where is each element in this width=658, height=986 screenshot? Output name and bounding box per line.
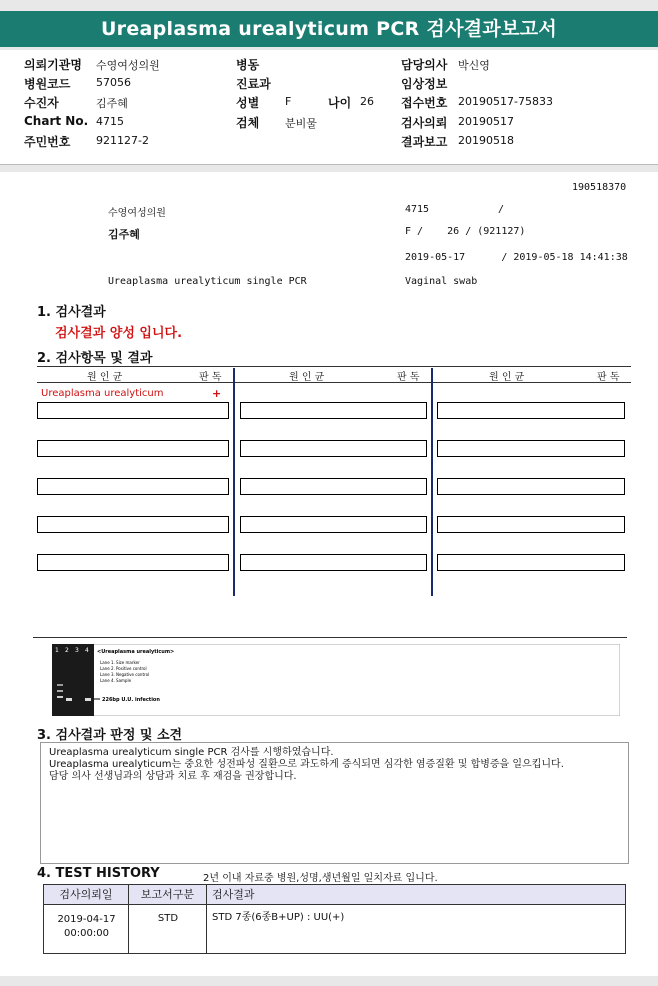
result-box — [37, 478, 229, 495]
divider — [33, 637, 627, 638]
history-row — [44, 913, 129, 941]
result-box — [240, 402, 427, 419]
rrn-label: 주민번호 — [24, 135, 71, 149]
section-opinion-title: 3. 검사결과 판정 및 소견 — [37, 728, 183, 743]
gel-figure — [52, 644, 620, 716]
doctor-value: 박신영 — [458, 59, 490, 72]
doctor-label: 담당의사 — [401, 58, 448, 72]
history-type: STD — [157, 913, 179, 924]
report-chart-slash: / — [498, 204, 505, 215]
result-box — [437, 478, 625, 495]
patient-label: 수진자 — [24, 96, 59, 110]
result-box — [240, 516, 427, 533]
dept-label: 진료과 — [236, 77, 271, 91]
specimen-label: 검체 — [236, 116, 260, 130]
request-label: 검사의뢰 — [401, 116, 448, 130]
report-date-label: 결과보고 — [401, 135, 448, 149]
opinion-box — [40, 742, 629, 864]
col-cause-2: 원 인 균 — [289, 372, 325, 383]
report-sex-age: F / 26 / (921127) — [405, 226, 526, 237]
gel-legend-1: Lane 1. Size marker — [100, 660, 140, 665]
gel-title: <Ureaplasma urealyticum> — [97, 649, 175, 655]
gel-photo — [52, 644, 94, 716]
col-judge-2: 판 독 — [397, 372, 420, 383]
gel-band-label: 226bp U.U. infection — [102, 697, 160, 703]
result-positive: 검사결과 양성 입니다. — [55, 326, 183, 341]
ward-label: 병동 — [236, 58, 260, 72]
hospital-code-value: 57056 — [96, 76, 131, 89]
result-box — [37, 402, 229, 419]
history-header-date: 검사의뢰일 — [44, 885, 129, 905]
receipt-value: 20190517-75833 — [458, 95, 553, 108]
request-value: 20190517 — [458, 115, 514, 128]
result-box — [37, 516, 229, 533]
report-body — [0, 172, 658, 976]
history-header-result: 검사결과 — [207, 885, 625, 905]
gel-lane-1: 1 — [55, 647, 59, 654]
report-date-value: 20190518 — [458, 134, 514, 147]
organism-result: + — [212, 387, 222, 400]
column-divider — [431, 368, 433, 596]
report-patient: 김주혜 — [108, 228, 140, 241]
history-date: 2019-04-17 — [57, 914, 116, 925]
opinion-line: Ureaplasma urealyticum single PCR 검사를 시행하였습니다. — [49, 747, 334, 758]
gel-legend-3: Lane 3. Negative control — [100, 672, 150, 677]
report-number: 190518370 — [572, 182, 627, 193]
organism-name: Ureaplasma urealyticum — [41, 388, 164, 399]
result-box — [437, 440, 625, 457]
gel-lane-4: 4 — [85, 647, 89, 654]
section-history-title: 4. TEST HISTORY — [37, 866, 160, 881]
section-result-title: 1. 검사결과 — [37, 305, 106, 320]
header-info — [0, 50, 658, 165]
col-cause-1: 원 인 균 — [87, 372, 123, 383]
institution-label: 의뢰기관명 — [24, 58, 82, 72]
sex-value: F — [285, 95, 292, 108]
result-box — [37, 554, 229, 571]
history-time: 00:00:00 — [64, 928, 109, 939]
gel-legend-4: Lane 4. Sample — [100, 678, 132, 683]
history-header-type: 보고서구분 — [129, 885, 207, 905]
result-box — [240, 440, 427, 457]
age-label: 나이 — [328, 96, 352, 110]
opinion-line: 담당 의사 선생님과의 상담과 치료 후 재검을 권장합니다. — [49, 771, 297, 782]
institution-value: 수영여성의원 — [96, 59, 160, 72]
receipt-label: 접수번호 — [401, 96, 448, 110]
gel-image — [52, 644, 620, 716]
gel-lane-3: 3 — [75, 647, 79, 654]
chart-no-value: 4715 — [96, 115, 124, 128]
chart-no-label: Chart No. — [24, 114, 89, 128]
specimen-value: 분비물 — [285, 117, 317, 130]
report-institution: 수영여성의원 — [108, 208, 166, 219]
result-box — [437, 554, 625, 571]
column-divider — [233, 368, 235, 596]
history-table — [43, 884, 626, 954]
gel-lane-2: 2 — [65, 647, 69, 654]
result-box — [240, 554, 427, 571]
section-items-title: 2. 검사항목 및 결과 — [37, 351, 153, 366]
col-judge-3: 판 독 — [597, 372, 620, 383]
result-box — [437, 402, 625, 419]
gel-legend-2: Lane 2. Positive control — [100, 666, 147, 671]
clinical-label: 임상정보 — [401, 77, 448, 91]
results-table-header — [37, 366, 631, 383]
patient-value: 김주혜 — [96, 97, 128, 110]
report-title: Ureaplasma urealyticum PCR 검사결과보고서 — [0, 11, 658, 47]
history-result: STD 7종(6종B+UP) : UU(+) — [212, 912, 345, 923]
report-chart: 4715 — [405, 204, 430, 215]
history-note: 2년 이내 자료중 병원,성명,생년월일 일치자료 입니다. — [203, 873, 438, 884]
report-specimen: Vaginal swab — [405, 276, 478, 287]
result-box — [37, 440, 229, 457]
report-dates: 2019-05-17 / 2019-05-18 14:41:38 — [405, 252, 628, 263]
col-judge-1: 판 독 — [199, 372, 222, 383]
opinion-line: Ureaplasma urealyticum는 중요한 성전파성 질환으로 과도하게 증식되면 심각한 염증질환 및 합병증을 일으킵니다. — [49, 759, 564, 770]
rrn-value: 921127-2 — [96, 134, 149, 147]
sex-label: 성별 — [236, 96, 260, 110]
hospital-code-label: 병원코드 — [24, 77, 71, 91]
result-box — [437, 516, 625, 533]
age-value: 26 — [360, 95, 374, 108]
result-box — [240, 478, 427, 495]
report-test-name: Ureaplasma urealyticum single PCR — [108, 276, 307, 287]
col-cause-3: 원 인 균 — [489, 372, 525, 383]
